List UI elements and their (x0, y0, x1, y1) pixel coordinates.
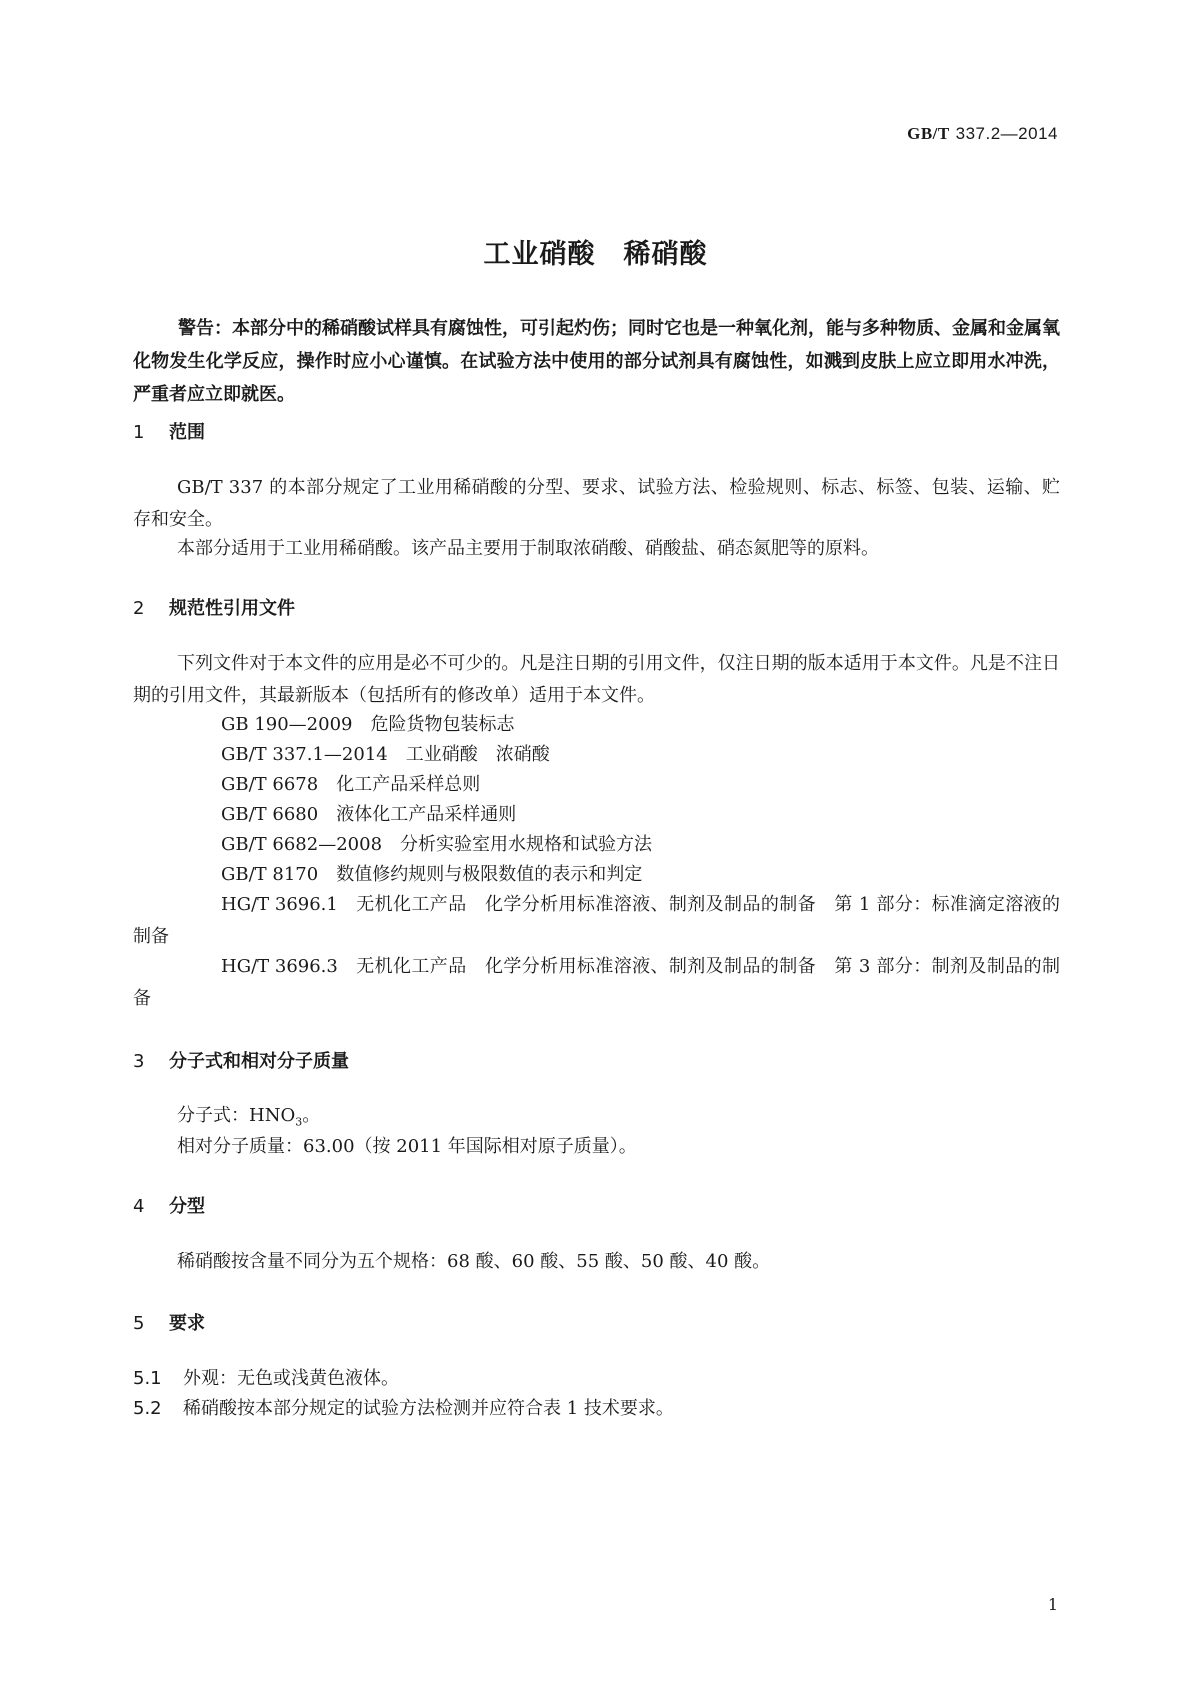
reference-title: 数值修约规则与极限数值的表示和判定 (336, 864, 643, 885)
section-title: 分型 (169, 1196, 205, 1217)
page-number: 1 (1047, 1595, 1058, 1614)
standard-code-prefix: GB/T (907, 124, 950, 143)
section-5-heading (133, 1309, 205, 1335)
reference-code: GB/T 8170 (221, 864, 319, 885)
section-number: 1 (133, 422, 145, 443)
reference-item (133, 739, 1060, 771)
clause-5-2 (133, 1393, 674, 1425)
reference-title: 液体化工产品采样通则 (336, 804, 517, 825)
relative-molecular-mass: 相对分子质量：63.00（按 2011 年国际相对原子质量）。 (177, 1136, 637, 1157)
reference-title: 危险货物包装标志 (370, 714, 515, 735)
reference-code: GB/T 6682—2008 (221, 834, 383, 855)
section-4-heading (133, 1192, 205, 1218)
section-4-paragraph: 稀硝酸按含量不同分为五个规格：68 酸、60 酸、55 酸、50 酸、40 酸。 (177, 1251, 771, 1272)
section-title: 范围 (169, 422, 205, 443)
reference-code: HG/T 3696.1 (221, 894, 338, 915)
reference-item (133, 799, 1060, 831)
warning-paragraph: 警告：本部分中的稀硝酸试样具有腐蚀性，可引起灼伤；同时它也是一种氧化剂，能与多种物质、金属和金属氧化物发生化学反应，操作时应小心谨慎。在试验方法中使用的部分试剂具有腐蚀性，如溅到皮肤上应立即用水冲洗，严重者应立即就医。 (133, 318, 1060, 405)
section-1-paragraph-2: 本部分适用于工业用稀硝酸。该产品主要用于制取浓硝酸、硝酸盐、硝态氮肥等的原料。 (177, 538, 879, 559)
reference-title: 化工产品采样总则 (336, 774, 481, 795)
reference-item (133, 951, 1060, 1015)
reference-item (133, 889, 1060, 953)
section-2-heading (133, 594, 295, 620)
section-title: 要求 (169, 1313, 205, 1334)
reference-item (133, 769, 1060, 801)
section-title: 分子式和相对分子质量 (169, 1051, 349, 1072)
section-number: 5 (133, 1313, 145, 1334)
reference-title: 无机化工产品 化学分析用标准溶液、制剂及制品的制备 第 3 部分：制剂及制品的制备 (133, 956, 1060, 1009)
reference-item (133, 829, 1060, 861)
reference-title: 无机化工产品 化学分析用标准溶液、制剂及制品的制备 第 1 部分：标准滴定溶液的制备 (133, 894, 1060, 947)
section-number: 2 (133, 598, 145, 619)
reference-code: GB/T 6680 (221, 804, 319, 825)
section-number: 4 (133, 1196, 145, 1217)
clause-5-1 (133, 1363, 399, 1395)
formula-subscript: 3 (295, 1115, 303, 1129)
section-2-intro: 下列文件对于本文件的应用是必不可少的。凡是注日期的引用文件，仅注日期的版本适用于本文件。凡是不注日期的引用文件，其最新版本（包括所有的修改单）适用于本文件。 (133, 653, 1060, 706)
formula-end: 。 (302, 1105, 321, 1126)
reference-title: 分析实验室用水规格和试验方法 (400, 834, 653, 855)
document-title: 工业硝酸 稀硝酸 (483, 239, 708, 270)
reference-item (133, 859, 1060, 891)
reference-code: HG/T 3696.3 (221, 956, 338, 977)
standard-code-number: 337.2—2014 (955, 124, 1058, 143)
reference-code: GB/T 337.1—2014 (221, 744, 388, 765)
section-number: 3 (133, 1051, 145, 1072)
clause-text: 稀硝酸按本部分规定的试验方法检测并应符合表 1 技术要求。 (183, 1398, 674, 1419)
clause-number: 5.1 (133, 1368, 162, 1389)
section-1-paragraph-1: GB/T 337 的本部分规定了工业用稀硝酸的分型、要求、试验方法、检验规则、标志、标签、包装、运输、贮存和安全。 (133, 477, 1060, 530)
reference-code: GB/T 6678 (221, 774, 319, 795)
clause-number: 5.2 (133, 1398, 162, 1419)
reference-title: 工业硝酸 浓硝酸 (405, 744, 550, 765)
formula-label: 分子式：HNO (177, 1105, 296, 1126)
clause-text: 外观：无色或浅黄色液体。 (183, 1368, 399, 1389)
reference-item (133, 709, 1060, 741)
section-1-heading (133, 418, 205, 444)
section-3-heading (133, 1047, 349, 1073)
standard-code (907, 124, 1058, 144)
reference-code: GB 190—2009 (221, 714, 353, 735)
section-title: 规范性引用文件 (169, 598, 295, 619)
